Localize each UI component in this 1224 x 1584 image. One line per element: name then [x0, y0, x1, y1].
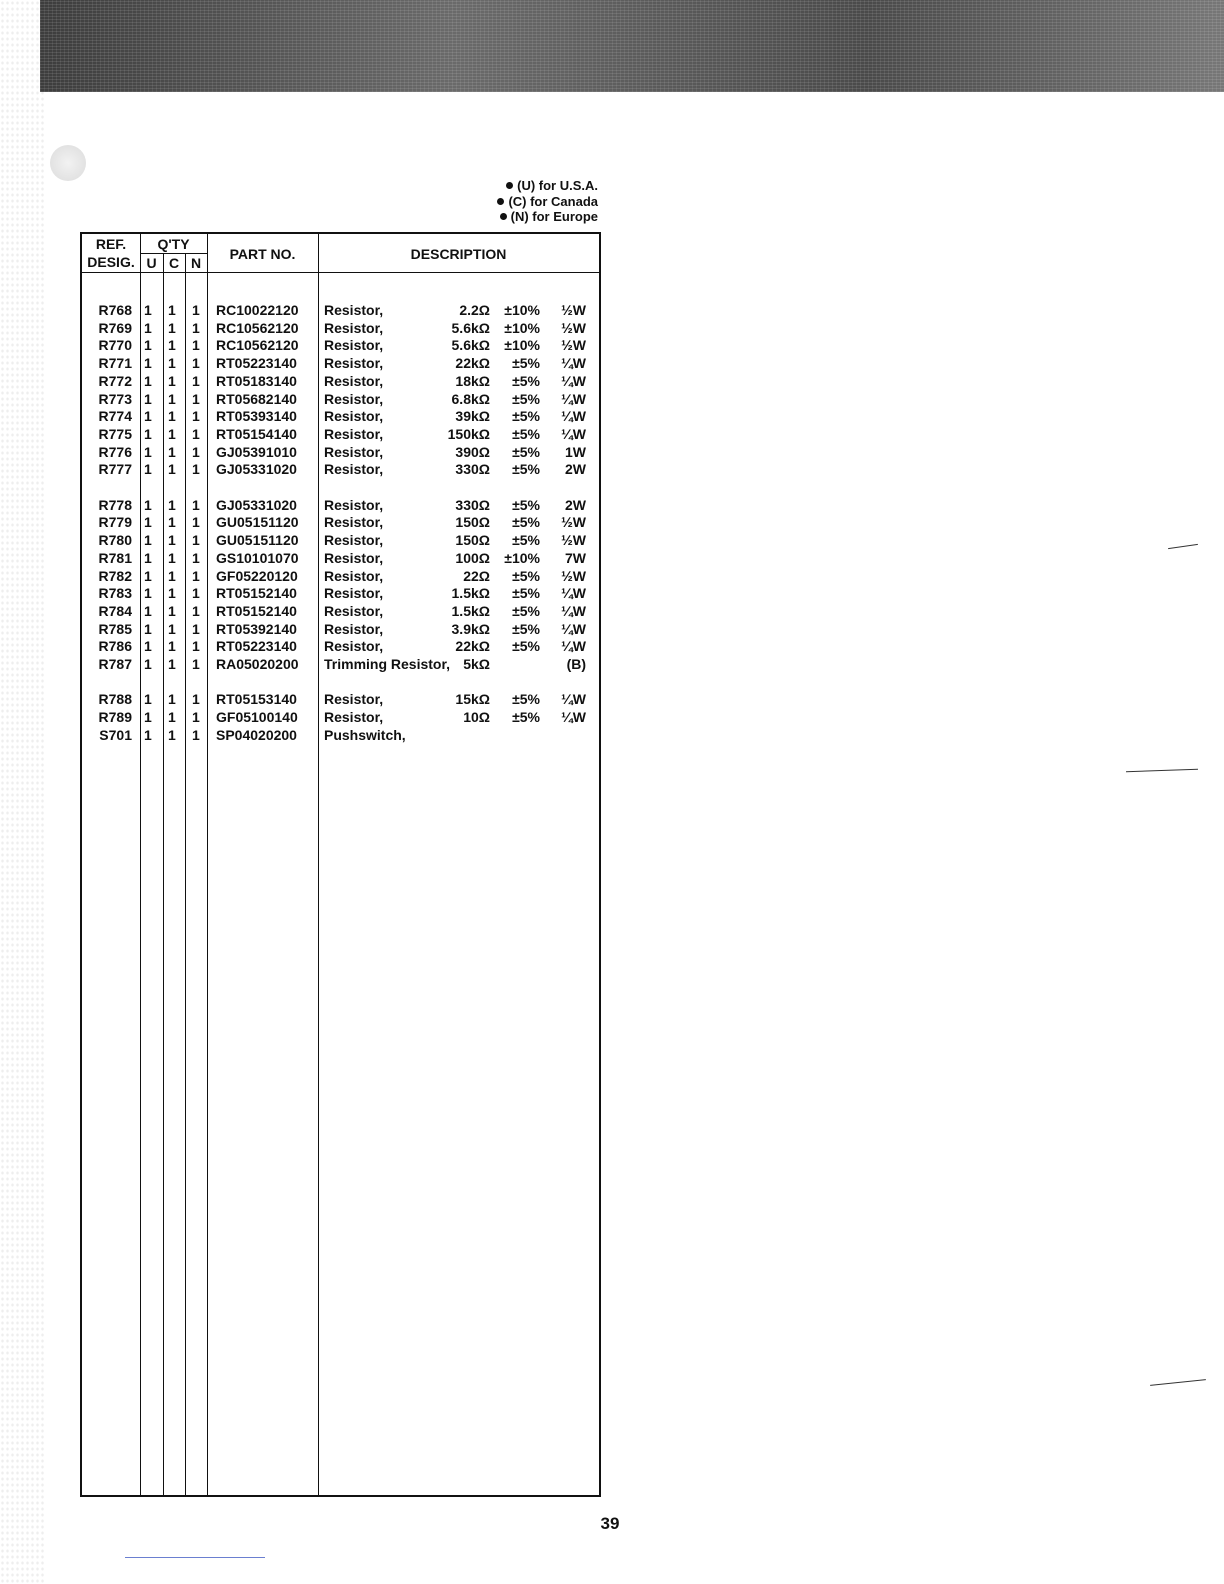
- part-number: RT05154140: [216, 425, 297, 442]
- qty-n: 1: [192, 638, 200, 655]
- table-row: [82, 727, 599, 745]
- value: 18kΩ: [455, 372, 490, 389]
- ref-designator: R768: [98, 302, 132, 318]
- qty-c: 1: [168, 496, 176, 513]
- description: Resistor,: [324, 602, 384, 619]
- wattage: ½W: [561, 532, 586, 549]
- ref-designator: R772: [98, 372, 132, 389]
- value: 3.9kΩ: [451, 620, 490, 637]
- value: 6.8kΩ: [451, 390, 490, 407]
- wattage: (B): [566, 656, 586, 672]
- wattage: 2W: [565, 461, 586, 478]
- qty-c: 1: [168, 408, 176, 425]
- part-number: RC10562120: [216, 319, 299, 336]
- header-divider: [140, 253, 207, 254]
- qty-u: 1: [144, 549, 152, 566]
- ref-designator: R770: [98, 337, 132, 354]
- header-desig: DESIG.: [87, 254, 135, 270]
- qty-u: 1: [144, 656, 152, 672]
- table-row: [82, 550, 599, 568]
- part-number: GF05220120: [216, 567, 298, 584]
- value: 330Ω: [455, 461, 490, 478]
- bullet-icon: [500, 213, 507, 220]
- description: Resistor,: [324, 638, 384, 655]
- wattage: ¼W: [561, 372, 586, 389]
- wattage: ½W: [561, 337, 586, 354]
- part-number: RT05392140: [216, 620, 297, 637]
- tolerance: ±10%: [504, 337, 540, 354]
- value: 15kΩ: [455, 691, 490, 708]
- legend-text: (U) for U.S.A.: [517, 178, 598, 193]
- qty-n: 1: [192, 443, 200, 460]
- tolerance: ±5%: [512, 567, 540, 584]
- qty-c: 1: [168, 372, 176, 389]
- description: Resistor,: [324, 496, 384, 513]
- part-number: SP04020200: [216, 726, 297, 743]
- tolerance: ±5%: [512, 390, 540, 407]
- qty-n: 1: [192, 656, 200, 672]
- scan-artifact-mark: [1126, 769, 1198, 773]
- qty-u: 1: [144, 496, 152, 513]
- qty-n: 1: [192, 514, 200, 531]
- table-row: [82, 621, 599, 639]
- description: Resistor,: [324, 709, 384, 726]
- qty-n: 1: [192, 620, 200, 637]
- qty-c: 1: [168, 549, 176, 566]
- tolerance: ±5%: [512, 355, 540, 372]
- table-row: [82, 532, 599, 550]
- ref-designator: R773: [98, 390, 132, 407]
- tolerance: ±5%: [512, 461, 540, 478]
- qty-n: 1: [192, 602, 200, 619]
- wattage: ¼W: [561, 408, 586, 425]
- qty-n: 1: [192, 709, 200, 726]
- description: Resistor,: [324, 355, 384, 372]
- description: Resistor,: [324, 302, 384, 318]
- ref-designator: R775: [98, 425, 132, 442]
- binder-hole-mark: [50, 145, 86, 181]
- table-row: [82, 461, 599, 479]
- qty-u: 1: [144, 443, 152, 460]
- part-number: RA05020200: [216, 656, 299, 672]
- ref-designator: R783: [98, 585, 132, 602]
- wattage: ½W: [561, 567, 586, 584]
- wattage: ¼W: [561, 602, 586, 619]
- scan-artifact-mark: [1168, 544, 1198, 549]
- ref-designator: R789: [98, 709, 132, 726]
- table-row: [82, 302, 599, 320]
- qty-u: 1: [144, 709, 152, 726]
- ref-designator: R788: [98, 691, 132, 708]
- ref-designator: R769: [98, 319, 132, 336]
- qty-n: 1: [192, 319, 200, 336]
- qty-u: 1: [144, 319, 152, 336]
- part-number: GU05151120: [216, 514, 299, 531]
- description: Resistor,: [324, 585, 384, 602]
- description: Resistor,: [324, 372, 384, 389]
- header-ref: REF.: [95, 236, 127, 252]
- qty-c: 1: [168, 461, 176, 478]
- value: 5kΩ: [463, 656, 490, 672]
- qty-u: 1: [144, 372, 152, 389]
- description: Resistor,: [324, 567, 384, 584]
- wattage: ¼W: [561, 620, 586, 637]
- qty-u: 1: [144, 567, 152, 584]
- description: Trimming Resistor,: [324, 656, 451, 672]
- qty-n: 1: [192, 726, 200, 743]
- description: Resistor,: [324, 337, 384, 354]
- value: 5.6kΩ: [451, 319, 490, 336]
- tolerance: ±5%: [512, 602, 540, 619]
- value: 10Ω: [463, 709, 490, 726]
- qty-c: 1: [168, 602, 176, 619]
- qty-u: 1: [144, 691, 152, 708]
- header-bottom-rule: [82, 272, 599, 273]
- qty-u: 1: [144, 408, 152, 425]
- wattage: ¼W: [561, 355, 586, 372]
- header-qty: Q'TY: [157, 236, 190, 252]
- tolerance: ±5%: [512, 532, 540, 549]
- ref-designator: S701: [99, 726, 132, 743]
- table-row: [82, 426, 599, 444]
- part-number: RC10562120: [216, 337, 299, 354]
- qty-n: 1: [192, 496, 200, 513]
- qty-u: 1: [144, 461, 152, 478]
- ref-designator: R779: [98, 514, 132, 531]
- wattage: ½W: [561, 319, 586, 336]
- value: 39kΩ: [455, 408, 490, 425]
- qty-n: 1: [192, 461, 200, 478]
- part-number: RT05153140: [216, 691, 297, 708]
- qty-u: 1: [144, 390, 152, 407]
- description: Resistor,: [324, 319, 384, 336]
- qty-c: 1: [168, 585, 176, 602]
- qty-c: 1: [168, 620, 176, 637]
- table-row: [82, 391, 599, 409]
- qty-n: 1: [192, 691, 200, 708]
- value: 150Ω: [455, 514, 490, 531]
- wattage: ¼W: [561, 691, 586, 708]
- qty-c: 1: [168, 390, 176, 407]
- part-number: RT05223140: [216, 355, 297, 372]
- qty-n: 1: [192, 532, 200, 549]
- description: Resistor,: [324, 425, 384, 442]
- qty-c: 1: [168, 337, 176, 354]
- page-number: 39: [600, 1514, 620, 1533]
- table-row: [82, 320, 599, 338]
- description: Resistor,: [324, 620, 384, 637]
- description: Resistor,: [324, 514, 384, 531]
- value: 330Ω: [455, 496, 490, 513]
- wattage: ¼W: [561, 638, 586, 655]
- tolerance: ±10%: [504, 302, 540, 318]
- table-row: [82, 497, 599, 515]
- value: 2.2Ω: [459, 302, 490, 318]
- part-number: RT05393140: [216, 408, 297, 425]
- qty-c: 1: [168, 709, 176, 726]
- qty-n: 1: [192, 355, 200, 372]
- table-row: [82, 568, 599, 586]
- qty-n: 1: [192, 372, 200, 389]
- qty-n: 1: [192, 390, 200, 407]
- qty-u: 1: [144, 532, 152, 549]
- value: 100Ω: [455, 549, 490, 566]
- scan-edge-noise: [0, 0, 44, 1584]
- tolerance: ±5%: [512, 425, 540, 442]
- qty-c: 1: [168, 425, 176, 442]
- value: 1.5kΩ: [451, 602, 490, 619]
- bullet-icon: [506, 182, 513, 189]
- tolerance: ±5%: [512, 408, 540, 425]
- value: 150kΩ: [447, 425, 490, 442]
- qty-u: 1: [144, 638, 152, 655]
- ref-designator: R778: [98, 496, 132, 513]
- part-number: RT05682140: [216, 390, 297, 407]
- qty-u: 1: [144, 620, 152, 637]
- legend-item: [470, 194, 598, 210]
- wattage: ½W: [561, 302, 586, 318]
- ref-designator: R785: [98, 620, 132, 637]
- table-row: [82, 656, 599, 674]
- wattage: 7W: [565, 549, 586, 566]
- qty-c: 1: [168, 355, 176, 372]
- part-number: RT05152140: [216, 602, 297, 619]
- part-number: GF05100140: [216, 709, 298, 726]
- ref-designator: R777: [98, 461, 132, 478]
- qty-u: 1: [144, 425, 152, 442]
- header-n: N: [190, 255, 202, 271]
- qty-n: 1: [192, 585, 200, 602]
- description: Resistor,: [324, 443, 384, 460]
- value: 1.5kΩ: [451, 585, 490, 602]
- wattage: ¼W: [561, 709, 586, 726]
- qty-n: 1: [192, 302, 200, 318]
- qty-c: 1: [168, 443, 176, 460]
- qty-c: 1: [168, 638, 176, 655]
- table-row: [82, 638, 599, 656]
- scan-artifact-line: [125, 1557, 265, 1558]
- qty-u: 1: [144, 302, 152, 318]
- qty-u: 1: [144, 337, 152, 354]
- qty-c: 1: [168, 319, 176, 336]
- part-number: RC10022120: [216, 302, 299, 318]
- wattage: ¼W: [561, 585, 586, 602]
- part-number: RT05183140: [216, 372, 297, 389]
- qty-u: 1: [144, 355, 152, 372]
- table-row: [82, 514, 599, 532]
- value: 390Ω: [455, 443, 490, 460]
- ref-designator: R771: [98, 355, 132, 372]
- ref-designator: R786: [98, 638, 132, 655]
- part-number: GS10101070: [216, 549, 299, 566]
- value: 22kΩ: [455, 638, 490, 655]
- qty-n: 1: [192, 408, 200, 425]
- value: 5.6kΩ: [451, 337, 490, 354]
- header-description: DESCRIPTION: [410, 246, 507, 262]
- qty-u: 1: [144, 514, 152, 531]
- value: 22kΩ: [455, 355, 490, 372]
- header-band: [40, 0, 1224, 92]
- description: Resistor,: [324, 390, 384, 407]
- legend-text: (C) for Canada: [508, 193, 598, 209]
- part-number: RT05152140: [216, 585, 297, 602]
- part-number: GU05151120: [216, 532, 299, 549]
- part-number: GJ05331020: [216, 496, 297, 513]
- legend-item: [470, 178, 598, 194]
- qty-n: 1: [192, 567, 200, 584]
- bullet-icon: [497, 198, 504, 205]
- value: 22Ω: [463, 567, 490, 584]
- tolerance: ±10%: [504, 319, 540, 336]
- tolerance: ±5%: [512, 638, 540, 655]
- value: 150Ω: [455, 532, 490, 549]
- description: Resistor,: [324, 691, 384, 708]
- legend-text: (N) for Europe: [510, 209, 598, 224]
- table-row: [82, 709, 599, 727]
- table-row: [82, 691, 599, 709]
- description: Resistor,: [324, 549, 384, 566]
- qty-c: 1: [168, 567, 176, 584]
- qty-u: 1: [144, 726, 152, 743]
- qty-c: 1: [168, 302, 176, 318]
- table-row: [82, 585, 599, 603]
- tolerance: ±5%: [512, 691, 540, 708]
- qty-c: 1: [168, 656, 176, 672]
- qty-n: 1: [192, 549, 200, 566]
- table-row: [82, 603, 599, 621]
- ref-designator: R780: [98, 532, 132, 549]
- qty-n: 1: [192, 337, 200, 354]
- tolerance: ±5%: [512, 496, 540, 513]
- header-c: C: [168, 255, 180, 271]
- description: Resistor,: [324, 532, 384, 549]
- parts-list-table: [80, 232, 601, 1497]
- tolerance: ±5%: [512, 585, 540, 602]
- qty-c: 1: [168, 726, 176, 743]
- description: Resistor,: [324, 461, 384, 478]
- qty-c: 1: [168, 532, 176, 549]
- region-legend: [470, 178, 598, 225]
- tolerance: ±10%: [504, 549, 540, 566]
- description: Pushswitch,: [324, 726, 406, 743]
- tolerance: ±5%: [512, 443, 540, 460]
- ref-designator: R782: [98, 567, 132, 584]
- wattage: 2W: [565, 496, 586, 513]
- legend-item: [470, 209, 598, 225]
- tolerance: ±5%: [512, 620, 540, 637]
- qty-n: 1: [192, 425, 200, 442]
- qty-u: 1: [144, 585, 152, 602]
- part-number: GJ05331020: [216, 461, 297, 478]
- qty-c: 1: [168, 514, 176, 531]
- tolerance: ±5%: [512, 514, 540, 531]
- ref-designator: R787: [98, 656, 132, 672]
- qty-u: 1: [144, 602, 152, 619]
- ref-designator: R784: [98, 602, 132, 619]
- tolerance: ±5%: [512, 372, 540, 389]
- part-number: RT05223140: [216, 638, 297, 655]
- wattage: ¼W: [561, 390, 586, 407]
- header-part-no: PART NO.: [229, 246, 296, 262]
- qty-c: 1: [168, 691, 176, 708]
- part-number: GJ05391010: [216, 443, 297, 460]
- table-row: [82, 444, 599, 462]
- description: Resistor,: [324, 408, 384, 425]
- wattage: ¼W: [561, 425, 586, 442]
- table-row: [82, 408, 599, 426]
- header-u: U: [146, 255, 157, 271]
- tolerance: ±5%: [512, 709, 540, 726]
- scan-artifact-mark: [1150, 1379, 1206, 1386]
- table-row: [82, 355, 599, 373]
- table-row: [82, 373, 599, 391]
- ref-designator: R776: [98, 443, 132, 460]
- table-row: [82, 337, 599, 355]
- wattage: ½W: [561, 514, 586, 531]
- wattage: 1W: [565, 443, 586, 460]
- ref-designator: R781: [98, 549, 132, 566]
- ref-designator: R774: [98, 408, 132, 425]
